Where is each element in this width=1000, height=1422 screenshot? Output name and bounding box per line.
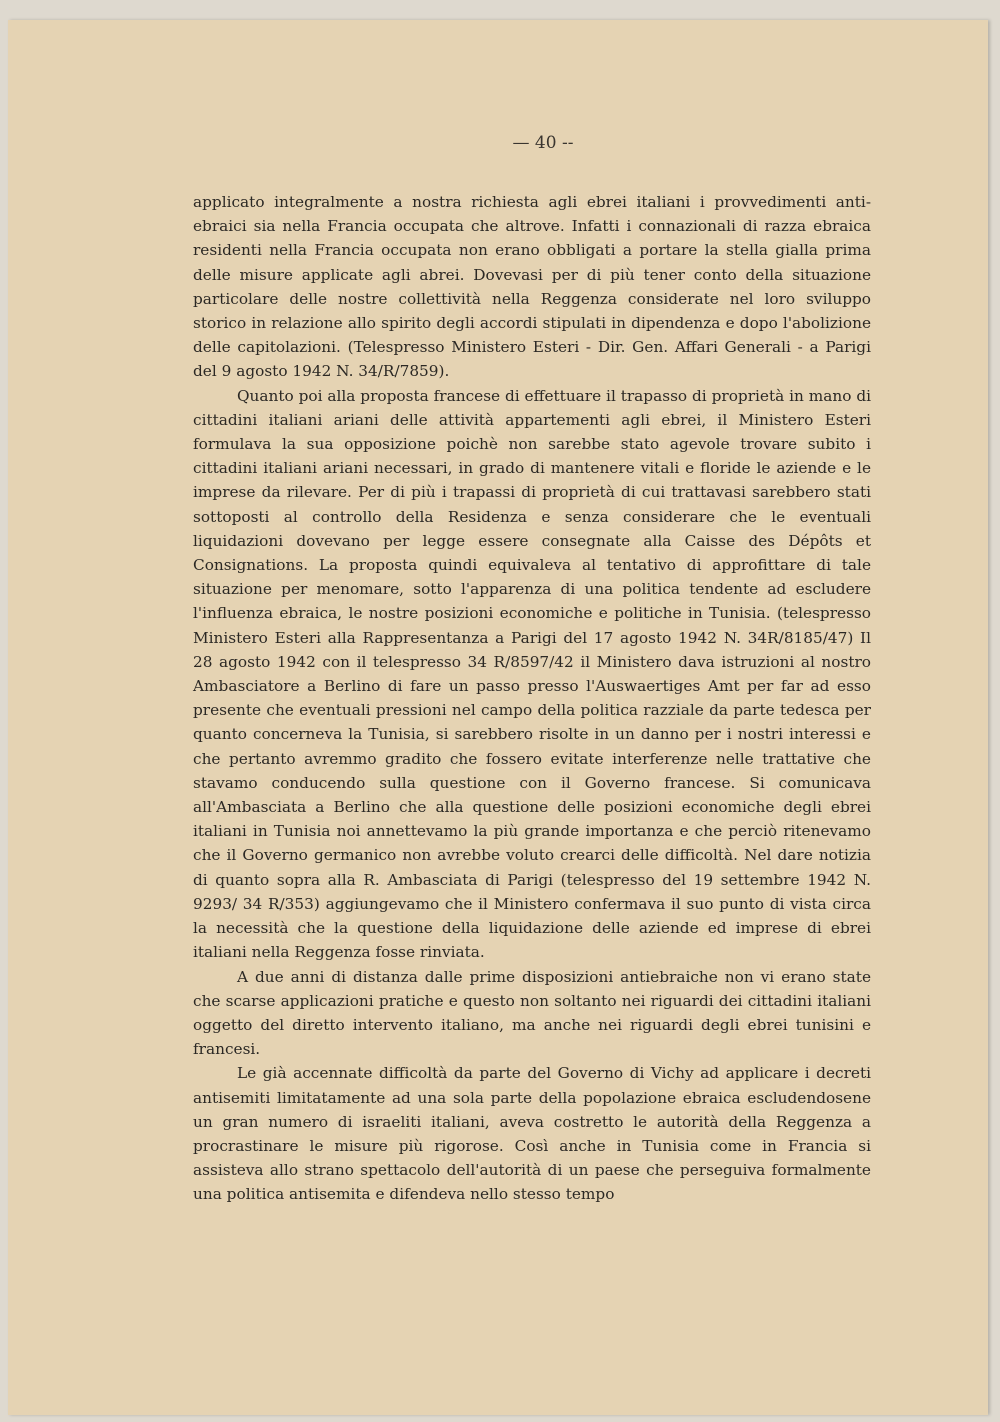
page-number: — 40 --	[512, 133, 574, 153]
paragraph-2: Quanto poi alla proposta francese di effettuare il trapasso di proprietà in mano di cittadini italiani ariani delle attività appartementi agli ebrei, il Ministero Esteri formulava la sua opposizione poichè non sarebbe stato agevole trovare subito i cittadini italiani ariani necessari, in grado di mantenere vitali e floride le aziende e le imprese da rilevare. Per di più i trapassi di proprietà di cui trattavasi sarebbero stati sottoposti al controllo della Residenza e senza considerare che le eventuali liquidazioni dovevano per legge essere consegnate alla Caisse des Dépôts et Consignations. La proposta quindi equivaleva al tentativo di approfittare di tale situazione per menomare, sotto l'apparenza di una politica tendente ad escludere l'influenza ebraica, le nostre posizioni economiche e politiche in Tunisia. (telespresso Ministero Esteri alla Rappresentanza a Parigi del 17 agosto 1942 N. 34R/8185/47) Il 28 agosto 1942 con il telespresso 34 R/8597/42 il Ministero dava istruzioni al nostro Ambasciatore a Berlino di fare un passo presso l'Auswaertiges Amt per far ad esso presente che eventuali pressioni nel campo della politica razziale da parte tedesca per quanto concerneva la Tunisia, si sarebbero risolte in un danno per i nostri interessi e che pertanto avremmo gradito che fossero evitate interferenze nelle trattative che stavamo conducendo sulla questione con il Governo francese. Si comunicava all'Ambasciata a Berlino che alla questione delle posizioni economiche degli ebrei italiani in Tunisia noi annettevamo la più grande importanza e che perciò ritenevamo che il Governo germanico non avrebbe voluto crearci delle difficoltà. Nel dare notizia di quanto sopra alla R. Ambasciata di Parigi (telespresso del 19 settembre 1942 N. 9293/ 34 R/353) aggiungevamo che il Ministero confermava il suo punto di vista circa la necessità che la questione della liquidazione delle aziende ed imprese di ebrei italiani nella Reggenza fosse rinviata.	[193, 386, 871, 962]
text-body	[193, 190, 871, 1207]
paragraph-4: Le già accennate difficoltà da parte del Governo di Vichy ad applicare i decreti antisemiti limitatamente ad una sola parte della popolazione ebraica escludendosene un gran numero di israeliti italiani, aveva costretto le autorità della Reggenza a procrastinare le misure più rigorose. Così anche in Tunisia come in Francia si assisteva allo strano spettacolo dell'autorità di un paese che perseguiva formalmente una politica antisemita e difendeva nello stesso tempo	[193, 1064, 871, 1204]
paragraph-1: applicato integralmente a nostra richiesta agli ebrei italiani i provvedimenti anti-ebraici sia nella Francia occupata che altrove. Infatti i connazionali di razza ebraica residenti nella Francia occupata non erano obbligati a portare la stella gialla prima delle misure applicate agli abrei. Dovevasi per di più tener conto della situazione particolare delle nostre collettività nella Reggenza considerate nel loro sviluppo storico in relazione allo spirito degli accordi stipulati in dipendenza e dopo l'abolizione delle capitolazioni. (Telespresso Ministero Esteri - Dir. Gen. Affari Generali - a Parigi del 9 agosto 1942 N. 34/R/7859).	[193, 193, 871, 381]
document-page	[8, 20, 988, 1415]
paragraph-3: A due anni di distanza dalle prime disposizioni antiebraiche non vi erano state che scarse applicazioni pratiche e questo non soltanto nei riguardi dei cittadini italiani oggetto del diretto intervento italiano, ma anche nei riguardi degli ebrei tunisini e francesi.	[193, 967, 871, 1059]
